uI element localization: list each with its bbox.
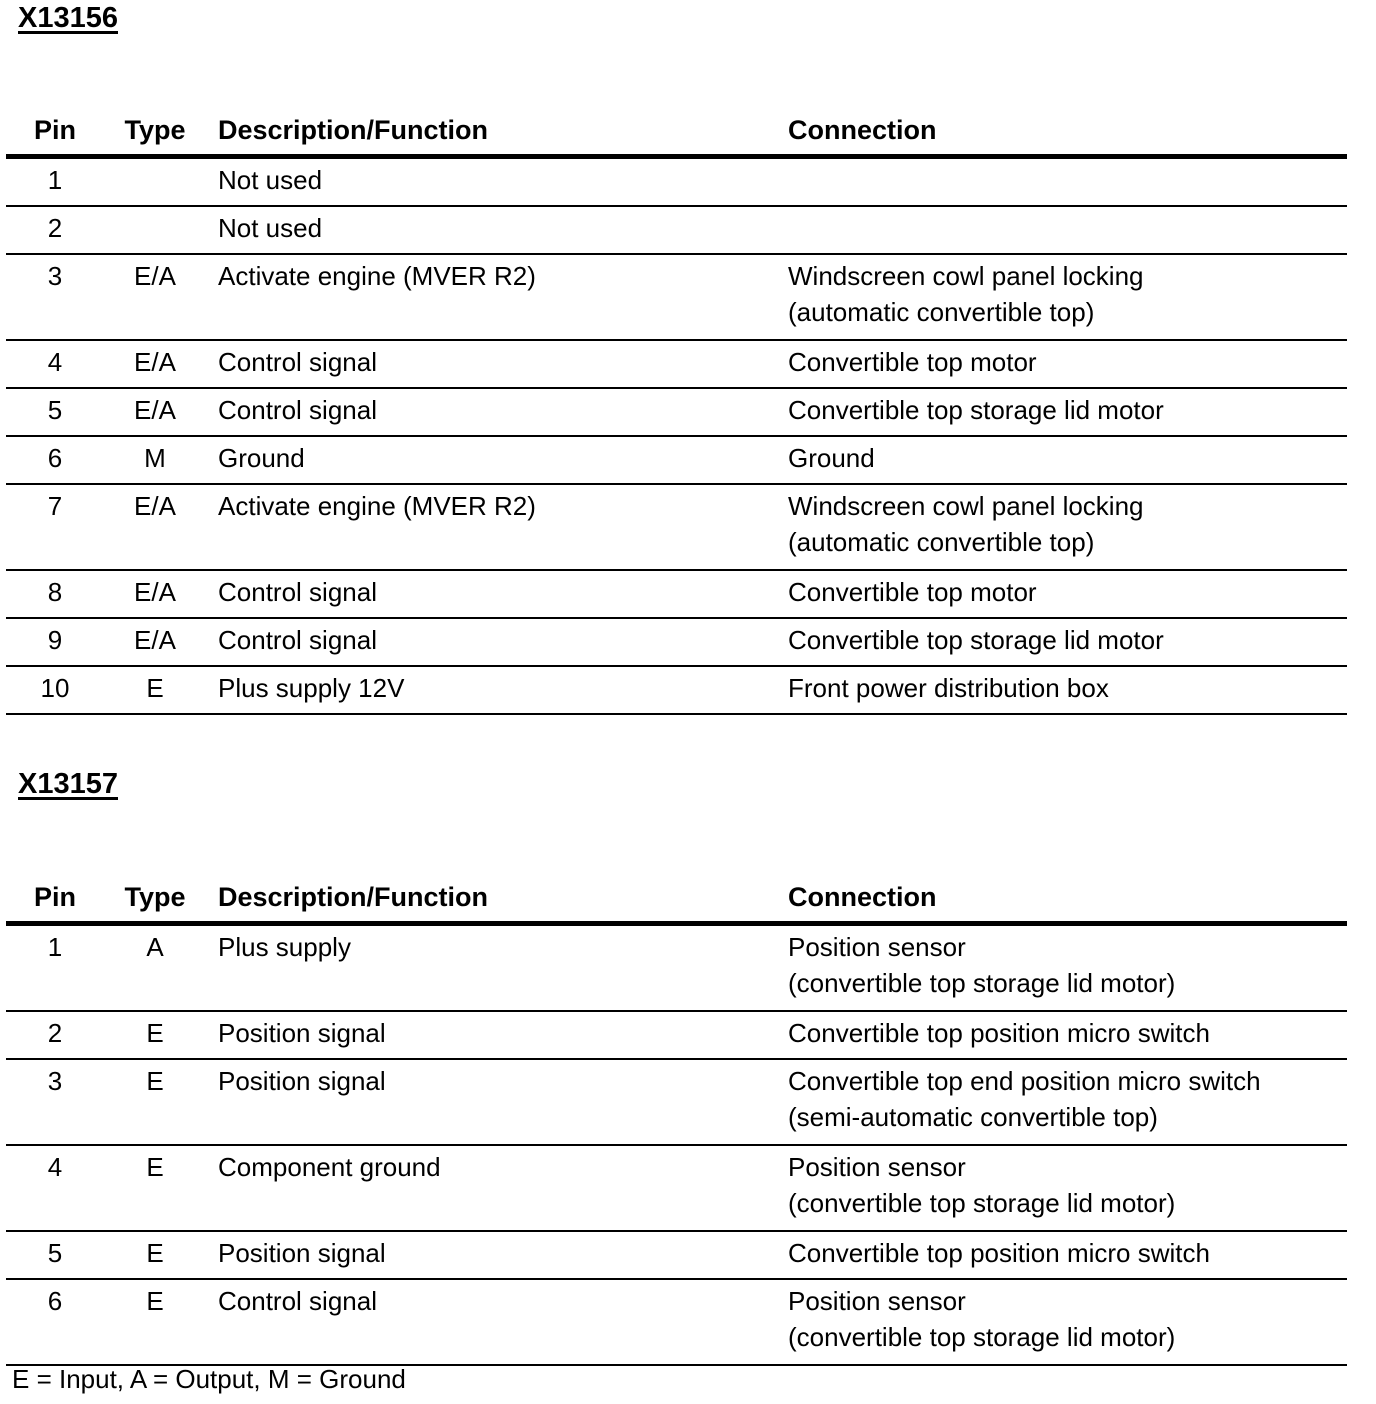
pin-cell: 8 xyxy=(47,577,63,607)
legend-note: E = Input, A = Output, M = Ground xyxy=(12,1364,406,1394)
description-cell: Component ground xyxy=(218,1152,441,1182)
table-row xyxy=(6,1232,1347,1280)
connection-cell: Front power distribution box xyxy=(788,673,1109,703)
table-row xyxy=(6,389,1347,437)
pin-cell: 4 xyxy=(47,1152,63,1182)
type-cell: A xyxy=(146,932,164,962)
type-cell: E xyxy=(146,1286,164,1316)
description-cell: Position signal xyxy=(218,1018,386,1048)
table-row xyxy=(6,437,1347,485)
header-type: Type xyxy=(124,882,186,912)
connection-cell: Convertible top storage lid motor xyxy=(788,395,1164,425)
pin-cell: 10 xyxy=(40,673,70,703)
table-row xyxy=(6,926,1347,1012)
type-cell: E xyxy=(146,1152,164,1182)
description-cell: Activate engine (MVER R2) xyxy=(218,491,536,521)
pin-cell: 3 xyxy=(47,1066,63,1096)
pin-table-x13157 xyxy=(6,877,1347,1366)
connection-cell: Convertible top storage lid motor xyxy=(788,625,1164,655)
pin-cell: 7 xyxy=(47,491,63,521)
pin-cell: 6 xyxy=(47,443,63,473)
pin-cell: 1 xyxy=(47,932,63,962)
connection-cell xyxy=(788,210,1347,253)
description-cell: Control signal xyxy=(218,395,377,425)
type-cell: E/A xyxy=(134,261,176,291)
connection-cell: Convertible top position micro switch xyxy=(788,1018,1210,1048)
description-cell: Control signal xyxy=(218,577,377,607)
header-description: Description/Function xyxy=(218,882,488,912)
description-cell: Control signal xyxy=(218,347,377,377)
table-row xyxy=(6,341,1347,389)
pin-cell: 2 xyxy=(47,213,63,243)
connector-title: X13156 xyxy=(18,2,118,34)
header-connection: Connection xyxy=(788,882,937,912)
description-cell: Not used xyxy=(218,213,323,243)
type-cell: E/A xyxy=(134,625,176,655)
type-cell: E/A xyxy=(134,395,176,425)
pin-cell: 9 xyxy=(47,625,63,655)
description-cell: Plus supply xyxy=(218,932,351,962)
type-cell: E/A xyxy=(134,577,176,607)
connection-cell: Position sensor (convertible top storage lid motor) xyxy=(788,932,1176,998)
table-row xyxy=(6,1012,1347,1060)
description-cell: Not used xyxy=(218,165,323,195)
type-cell: E xyxy=(146,1066,164,1096)
pin-cell: 4 xyxy=(47,347,63,377)
connection-cell: Position sensor (convertible top storage lid motor) xyxy=(788,1152,1176,1218)
pin-cell: 5 xyxy=(47,395,63,425)
type-cell: E xyxy=(146,673,164,703)
connection-cell: Convertible top motor xyxy=(788,577,1037,607)
connection-cell: Ground xyxy=(788,443,875,473)
connection-cell: Convertible top end position micro switch (semi-automatic convertible top) xyxy=(788,1066,1261,1132)
table-row xyxy=(6,1146,1347,1232)
header-pin: Pin xyxy=(33,115,76,145)
header-connection: Connection xyxy=(788,115,937,145)
header-pin: Pin xyxy=(33,882,76,912)
type-cell: E xyxy=(146,1018,164,1048)
table-row xyxy=(6,571,1347,619)
table-row xyxy=(6,619,1347,667)
connection-cell: Position sensor (convertible top storage lid motor) xyxy=(788,1286,1176,1352)
table-row xyxy=(6,207,1347,255)
pin-cell: 6 xyxy=(47,1286,63,1316)
table-row xyxy=(6,1060,1347,1146)
connector-title: X13157 xyxy=(18,768,118,800)
pin-cell: 2 xyxy=(47,1018,63,1048)
type-cell: E/A xyxy=(134,491,176,521)
description-cell: Control signal xyxy=(218,1286,377,1316)
table-header xyxy=(6,877,1347,926)
table-row xyxy=(6,159,1347,207)
pin-table-x13156 xyxy=(6,110,1347,715)
type-cell: E xyxy=(146,1238,164,1268)
description-cell: Plus supply 12V xyxy=(218,673,405,703)
table-row xyxy=(6,1280,1347,1366)
type-cell: M xyxy=(144,443,166,473)
type-cell xyxy=(104,162,206,205)
table-row xyxy=(6,667,1347,715)
connection-cell: Convertible top motor xyxy=(788,347,1037,377)
header-type: Type xyxy=(124,115,186,145)
table-row xyxy=(6,255,1347,341)
pin-cell: 5 xyxy=(47,1238,63,1268)
header-description: Description/Function xyxy=(218,115,488,145)
connection-cell: Windscreen cowl panel locking (automatic convertible top) xyxy=(788,491,1144,557)
pin-cell: 1 xyxy=(47,165,63,195)
pin-cell: 3 xyxy=(47,261,63,291)
type-cell xyxy=(104,210,206,253)
table-row xyxy=(6,485,1347,571)
table-header xyxy=(6,110,1347,159)
connection-cell: Convertible top position micro switch xyxy=(788,1238,1210,1268)
description-cell: Position signal xyxy=(218,1238,386,1268)
connection-cell: Windscreen cowl panel locking (automatic convertible top) xyxy=(788,261,1144,327)
description-cell: Control signal xyxy=(218,625,377,655)
description-cell: Position signal xyxy=(218,1066,386,1096)
connection-cell xyxy=(788,162,1347,205)
description-cell: Activate engine (MVER R2) xyxy=(218,261,536,291)
type-cell: E/A xyxy=(134,347,176,377)
description-cell: Ground xyxy=(218,443,305,473)
